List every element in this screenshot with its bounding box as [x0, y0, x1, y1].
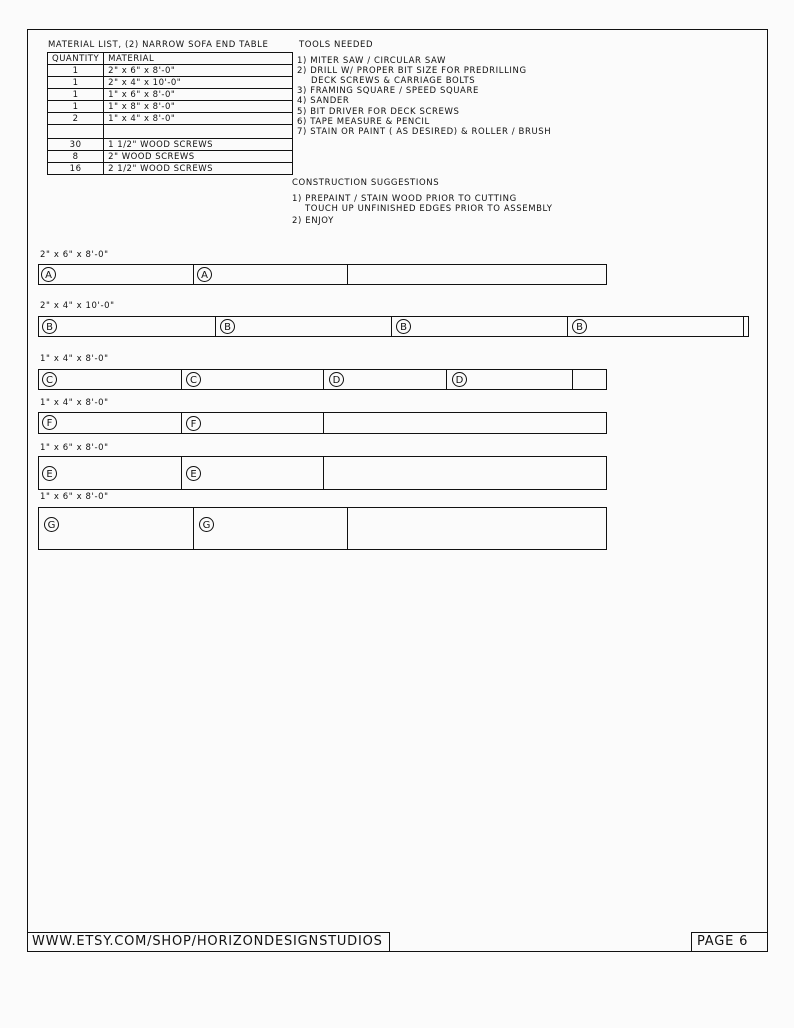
- board-label: 2" x 6" x 8'-0": [40, 250, 109, 260]
- part-tag: B: [42, 319, 57, 334]
- tools-line: 3) FRAMING SQUARE / SPEED SQUARE: [297, 86, 479, 96]
- qty-cell: 8: [48, 151, 104, 163]
- cut-board: [38, 507, 607, 550]
- table-row: [48, 65, 293, 77]
- cut-line: [572, 370, 573, 389]
- part-tag: D: [329, 372, 344, 387]
- shop-url: WWW.ETSY.COM/SHOP/HORIZONDESIGNSTUDIOS: [27, 932, 390, 952]
- material-cell: 2" x 6" x 8'-0": [104, 65, 293, 77]
- material-cell: 2" x 4" x 10'-0": [104, 77, 293, 89]
- qty-cell: 30: [48, 139, 104, 151]
- qty-cell: 1: [48, 89, 104, 101]
- cut-board: [38, 264, 607, 285]
- cut-line: [181, 457, 182, 489]
- qty-cell: 2: [48, 113, 104, 125]
- tools-line: 6) TAPE MEASURE & PENCIL: [297, 117, 430, 127]
- material-cell: 1" x 4" x 8'-0": [104, 113, 293, 125]
- cut-board: [38, 412, 607, 434]
- part-tag: D: [452, 372, 467, 387]
- qty-cell: 1: [48, 77, 104, 89]
- tools-line: DECK SCREWS & CARRIAGE BOLTS: [311, 76, 476, 86]
- material-list-title: MATERIAL LIST, (2) NARROW SOFA END TABLE: [48, 40, 269, 50]
- cut-line: [323, 413, 324, 433]
- part-tag: G: [199, 517, 214, 532]
- table-row: [48, 151, 293, 163]
- part-tag: G: [44, 517, 59, 532]
- qty-cell: 16: [48, 163, 104, 175]
- qty-cell: 1: [48, 65, 104, 77]
- tools-line: 4) SANDER: [297, 96, 350, 106]
- tools-line: 7) STAIN OR PAINT ( AS DESIRED) & ROLLER / BRUSH: [297, 127, 552, 137]
- cut-line: [323, 457, 324, 489]
- part-tag: B: [220, 319, 235, 334]
- table-header-row: [48, 53, 293, 65]
- material-cell: 1" x 8" x 8'-0": [104, 101, 293, 113]
- cut-line: [347, 508, 348, 549]
- quantity-header: QUANTITY: [48, 53, 104, 65]
- table-row: [48, 139, 293, 151]
- construction-line: TOUCH UP UNFINISHED EDGES PRIOR TO ASSEMBLY: [305, 204, 553, 214]
- part-tag: F: [186, 416, 201, 431]
- part-tag: A: [41, 267, 56, 282]
- cut-line: [193, 508, 194, 549]
- tools-title: TOOLS NEEDED: [299, 40, 374, 50]
- material-cell: 2 1/2" WOOD SCREWS: [104, 163, 293, 175]
- qty-cell: [48, 125, 104, 139]
- page-number: PAGE 6: [691, 932, 768, 952]
- tools-line: 1) MITER SAW / CIRCULAR SAW: [297, 56, 446, 66]
- table-row: [48, 125, 293, 139]
- part-tag: B: [572, 319, 587, 334]
- part-tag: C: [186, 372, 201, 387]
- cut-line: [743, 317, 744, 336]
- table-row: [48, 77, 293, 89]
- cut-board: [38, 369, 607, 390]
- table-row: [48, 163, 293, 175]
- cut-line: [446, 370, 447, 389]
- material-header: MATERIAL: [104, 53, 293, 65]
- part-tag: E: [42, 466, 57, 481]
- cut-line: [323, 370, 324, 389]
- qty-cell: 1: [48, 101, 104, 113]
- part-tag: C: [42, 372, 57, 387]
- construction-title: CONSTRUCTION SUGGESTIONS: [292, 178, 440, 188]
- material-cell: 1 1/2" WOOD SCREWS: [104, 139, 293, 151]
- board-label: 1" x 6" x 8'-0": [40, 443, 109, 453]
- board-label: 1" x 6" x 8'-0": [40, 492, 109, 502]
- cut-line: [391, 317, 392, 336]
- part-tag: A: [197, 267, 212, 282]
- construction-line: 2) ENJOY: [292, 216, 334, 226]
- cut-line: [567, 317, 568, 336]
- material-cell: 2" WOOD SCREWS: [104, 151, 293, 163]
- board-label: 1" x 4" x 8'-0": [40, 398, 109, 408]
- cut-line: [215, 317, 216, 336]
- material-table: [47, 52, 293, 175]
- table-row: [48, 89, 293, 101]
- cut-board: [38, 456, 607, 490]
- part-tag: E: [186, 466, 201, 481]
- material-cell: 1" x 6" x 8'-0": [104, 89, 293, 101]
- cut-line: [347, 265, 348, 284]
- tools-line: 5) BIT DRIVER FOR DECK SCREWS: [297, 107, 460, 117]
- cut-line: [181, 370, 182, 389]
- tools-line: 2) DRILL W/ PROPER BIT SIZE FOR PREDRILLING: [297, 66, 527, 76]
- cut-line: [181, 413, 182, 433]
- board-label: 2" x 4" x 10'-0": [40, 301, 115, 311]
- cut-board: [38, 316, 749, 337]
- table-row: [48, 113, 293, 125]
- construction-line: 1) PREPAINT / STAIN WOOD PRIOR TO CUTTING: [292, 194, 517, 204]
- table-row: [48, 101, 293, 113]
- cut-line: [193, 265, 194, 284]
- board-label: 1" x 4" x 8'-0": [40, 354, 109, 364]
- material-cell: [104, 125, 293, 139]
- part-tag: F: [42, 415, 57, 430]
- part-tag: B: [396, 319, 411, 334]
